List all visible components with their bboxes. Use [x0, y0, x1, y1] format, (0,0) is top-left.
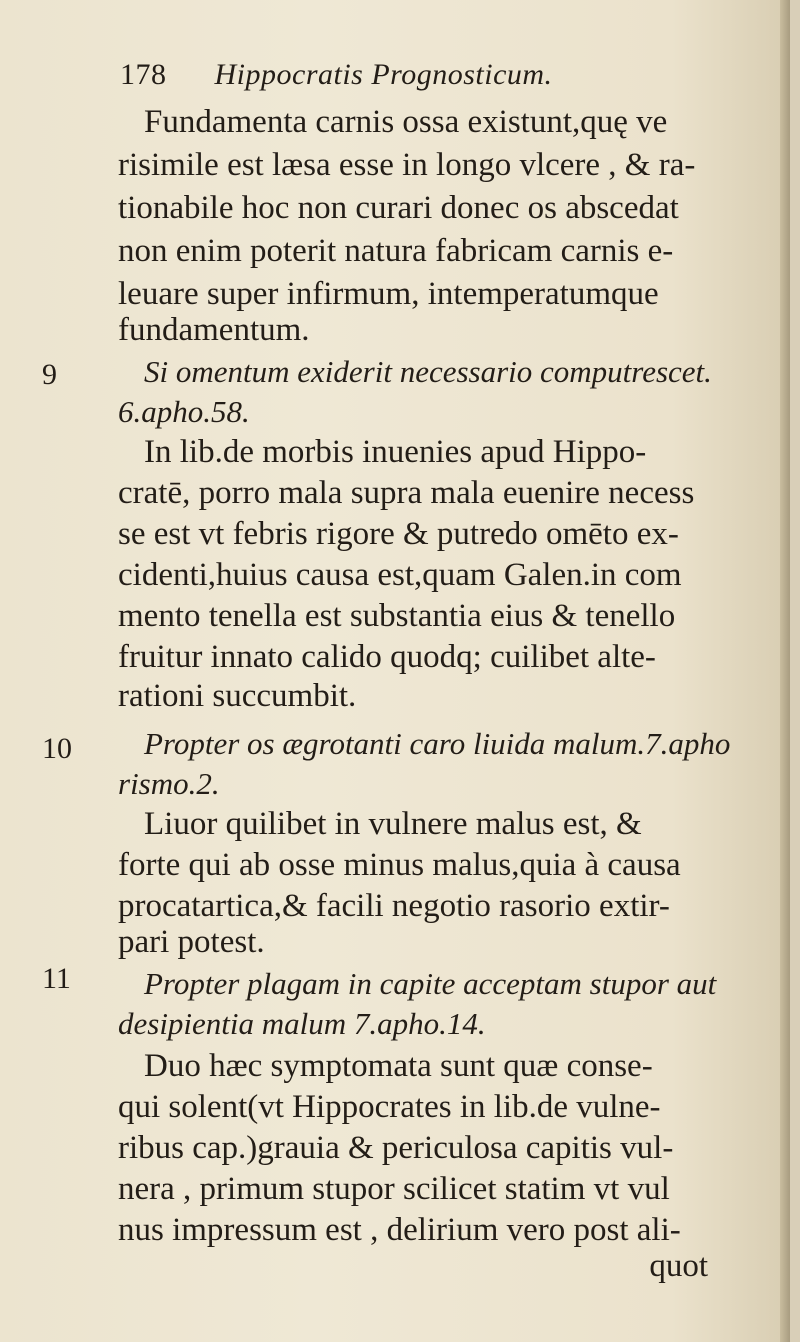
margin-number-10: 10 — [42, 732, 72, 765]
page-edge-shadow — [780, 0, 790, 1342]
text-line: forte qui ab osse minus malus,quia à causa — [118, 847, 681, 883]
aphorism-reference: rismo.2. — [118, 766, 220, 801]
running-title: Hippocratis Prognosticum. — [214, 58, 553, 91]
aphorism-heading: Si omentum exiderit necessario computrescet. — [144, 354, 712, 389]
text-line: non enim poterit natura fabricam carnis e- — [118, 233, 674, 269]
text-line: leuare super infirmum, intemperatumque — [118, 276, 659, 312]
text-line: cidenti,huius causa est,quam Galen.in com — [118, 557, 682, 593]
aphorism-reference: desipientia malum 7.apho.14. — [118, 1006, 486, 1041]
text-line: Duo hæc symptomata sunt quæ conse- — [144, 1048, 653, 1084]
text-line: rationi succumbit. — [118, 678, 357, 714]
running-header — [120, 58, 553, 92]
text-line: cratē, porro mala supra mala euenire necess — [118, 475, 695, 511]
text-line: mento tenella est substantia eius & tenello — [118, 598, 676, 634]
text-line: risimile est læsa esse in longo vlcere , & ra- — [118, 147, 696, 183]
text-line: tionabile hoc non curari donec os abscedat — [118, 190, 679, 226]
aphorism-heading: Propter plagam in capite acceptam stupor aut — [144, 966, 717, 1001]
text-line: Liuor quilibet in vulnere malus est, & — [144, 806, 642, 842]
catchword: quot — [649, 1248, 708, 1284]
text-line: ribus cap.)grauia & periculosa capitis vul- — [118, 1130, 674, 1166]
aphorism-heading: Propter os ægrotanti caro liuida malum.7.apho — [144, 726, 731, 761]
text-line: nus impressum est , delirium vero post ali- — [118, 1212, 681, 1248]
margin-number-11: 11 — [42, 962, 71, 995]
text-line: fundamentum. — [118, 312, 310, 348]
text-line: procatartica,& facili negotio rasorio extir- — [118, 888, 670, 924]
text-line: In lib.de morbis inuenies apud Hippo- — [144, 434, 647, 470]
text-line: fruitur innato calido quodq; cuilibet alte- — [118, 639, 656, 675]
aphorism-reference: 6.apho.58. — [118, 394, 250, 429]
page-number: 178 — [120, 58, 167, 91]
text-line: Fundamenta carnis ossa existunt,quę ve — [144, 104, 668, 140]
text-line: qui solent(vt Hippocrates in lib.de vulne- — [118, 1089, 661, 1125]
text-line: nera , primum stupor scilicet statim vt vul — [118, 1171, 670, 1207]
margin-number-9: 9 — [42, 358, 57, 391]
text-line: se est vt febris rigore & putredo omēto ex- — [118, 516, 679, 552]
text-line: pari potest. — [118, 924, 265, 960]
